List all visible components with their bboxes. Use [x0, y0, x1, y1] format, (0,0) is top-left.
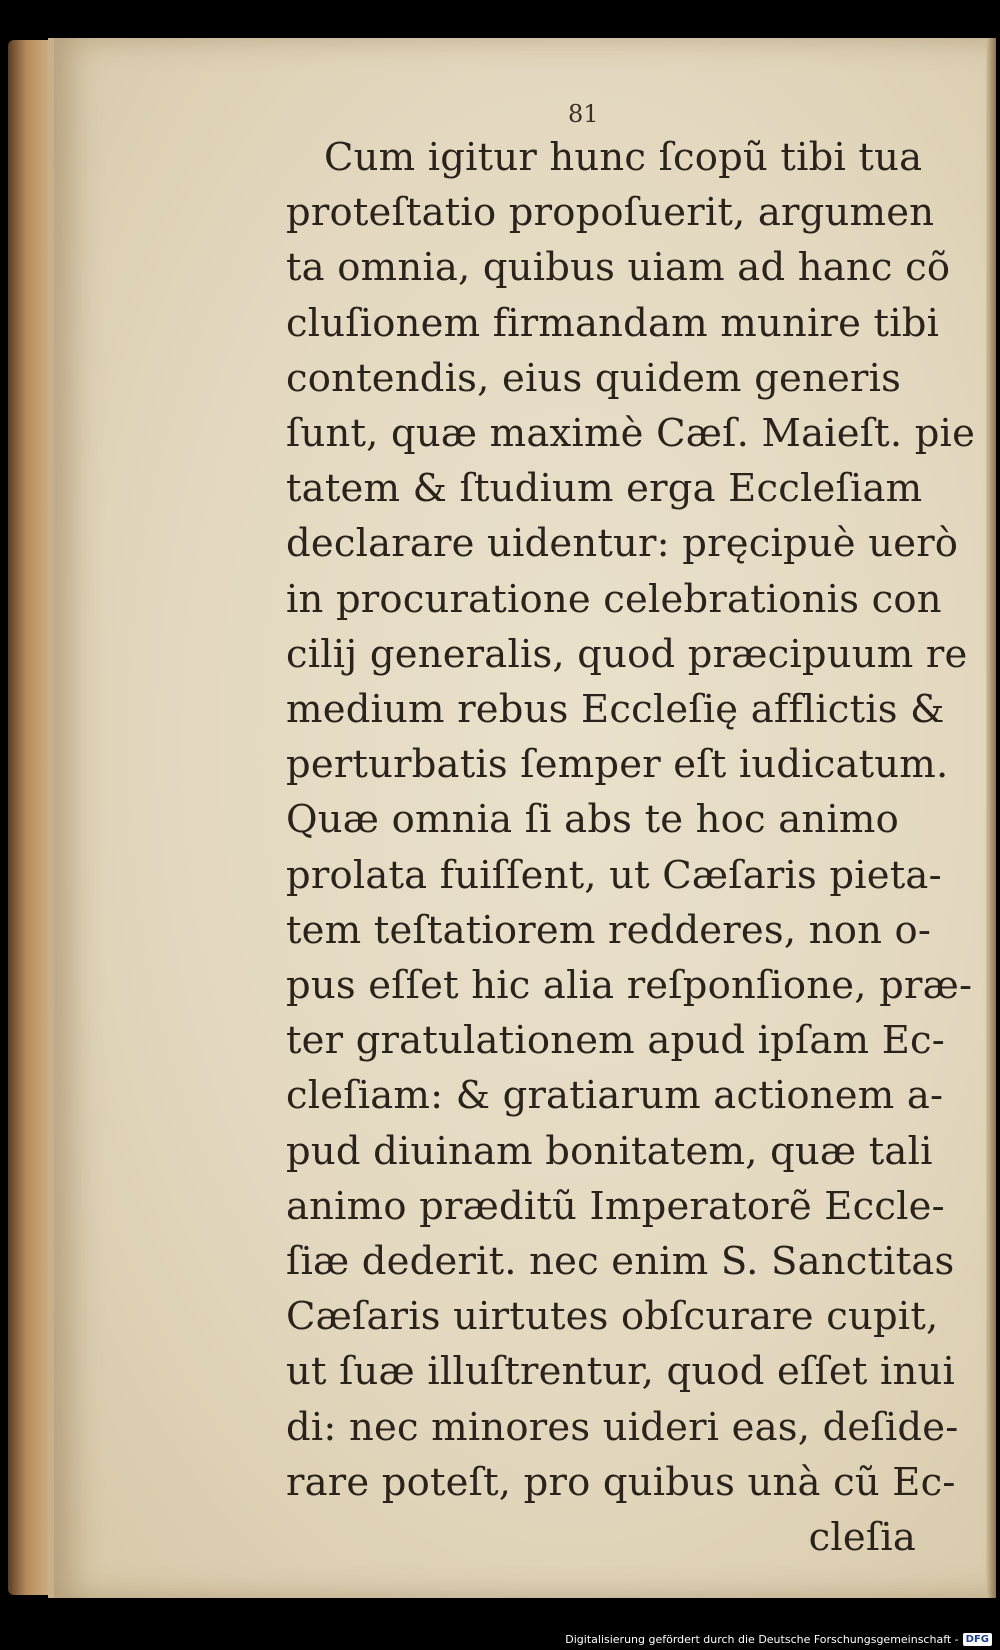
text-line: declarare uidentur: pręcipuè uerò [286, 521, 959, 567]
text-line: cleſiam: & gratiarum actionem a- [286, 1073, 944, 1119]
digitization-footer [565, 1633, 992, 1646]
text-line: Cæſaris uirtutes obſcurare cupit, [286, 1294, 939, 1340]
page-number: 81 [568, 100, 599, 128]
text-line: tem teſtatiorem redderes, non o- [286, 907, 932, 953]
text-line: tatem & ſtudium erga Eccleſiam [286, 466, 923, 512]
text-line: cilij generalis, quod præcipuum re [286, 631, 968, 677]
dfg-logo-icon: DFG [963, 1633, 992, 1646]
page-right-edge [986, 38, 996, 1598]
text-line: ta omnia, quibus uiam ad hanc cõ [286, 245, 951, 291]
text-line: pus eſſet hic alia reſponſione, præ- [286, 963, 973, 1009]
text-line: ut ſuæ illuſtrentur, quod eſſet inui [286, 1349, 956, 1395]
text-line: medium rebus Eccleſię afflictis & [286, 687, 945, 733]
text-line: Cum igitur hunc ſcopũ tibi tua [324, 135, 923, 180]
text-line: perturbatis ſemper eſt iudicatum. [286, 742, 949, 788]
text-line: pud diuinam bonitatem, quæ tali [286, 1128, 933, 1174]
text-block [286, 130, 976, 1565]
text-line: ſunt, quæ maximè Cæſ. Maieſt. pie [286, 411, 976, 457]
text-line: rare poteſt, pro quibus unà cũ Ec- [286, 1459, 956, 1505]
footer-credit-text: Digitalisierung gefördert durch die Deutsche Forschungsgemeinschaft - [565, 1633, 959, 1646]
catchword: cleſia [808, 1515, 916, 1561]
text-line: animo præditũ Imperatorẽ Eccle- [286, 1183, 945, 1229]
text-line: prolata fuiſſent, ut Cæſaris pieta- [286, 852, 942, 898]
text-line: di: nec minores uideri eas, deſide- [286, 1404, 959, 1450]
text-line: ter gratulationem apud ipſam Ec- [286, 1018, 945, 1064]
text-line: cluſionem firmandam munire tibi [286, 300, 940, 346]
text-line: proteſtatio propoſuerit, argumen [286, 190, 935, 236]
text-line: in procuratione celebrationis con [286, 576, 942, 622]
text-line: contendis, eius quidem generis [286, 355, 902, 401]
text-line: ſiæ dederit. nec enim S. Sanctitas [286, 1239, 955, 1285]
text-line: Quæ omnia ſi abs te hoc animo [286, 797, 899, 843]
